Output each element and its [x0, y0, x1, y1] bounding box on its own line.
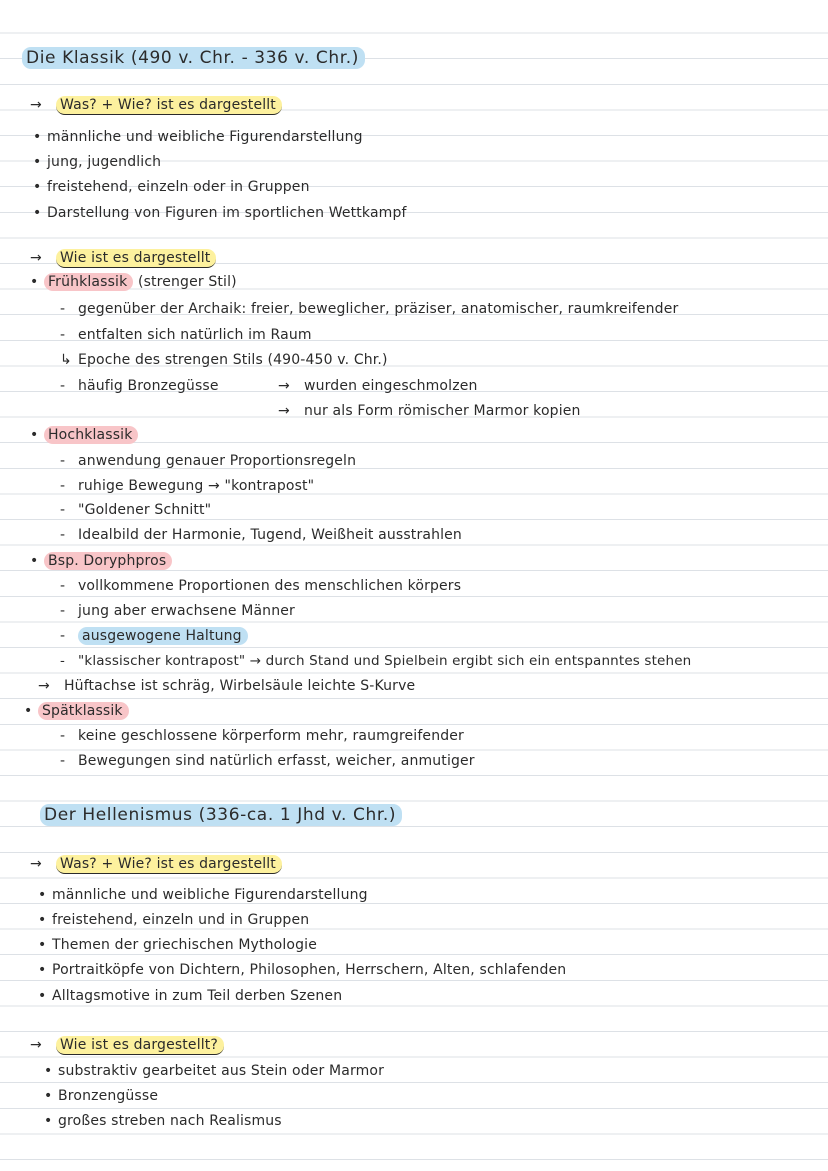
- dash-icon: -: [60, 502, 66, 518]
- dash-icon: -: [60, 628, 66, 644]
- arrow-icon: →: [30, 856, 42, 872]
- hook-arrow-icon: ↳: [60, 352, 72, 368]
- arrow-icon: →: [30, 97, 42, 113]
- subheading-spaetklassik: • Spätklassik: [24, 702, 129, 720]
- list-item: → Hüftachse ist schräg, Wirbelsäule leichte S-Kurve: [38, 678, 416, 694]
- bullet-icon: •: [38, 962, 47, 978]
- list-item: - "Goldener Schnitt": [60, 502, 212, 518]
- dash-icon: -: [60, 378, 66, 394]
- bullet-icon: •: [38, 988, 47, 1004]
- how-heading-klassik: → Wie ist es dargestellt: [30, 249, 216, 267]
- dash-icon: -: [60, 753, 66, 769]
- list-item: • freistehend, einzeln und in Gruppen: [38, 912, 310, 928]
- list-item: ↳ Epoche des strengen Stils (490-450 v. Chr.): [60, 352, 388, 368]
- arrow-icon: →: [38, 678, 50, 694]
- bullet-icon: •: [33, 205, 42, 221]
- list-item: • Bronzengüsse: [44, 1088, 159, 1104]
- bullet-icon: •: [30, 274, 39, 290]
- arrow-icon: →: [30, 1037, 42, 1053]
- section-title-hellenismus: Der Hellenismus (336-ca. 1 Jhd v. Chr.): [40, 804, 402, 826]
- list-item: - gegenüber der Archaik: freier, beweglicher, präziser, anatomischer, raumkreifender: [60, 301, 679, 317]
- arrow-icon: →: [30, 250, 42, 266]
- how-heading-hellenismus: → Wie ist es dargestellt?: [30, 1036, 224, 1054]
- list-item: - Idealbild der Harmonie, Tugend, Weißheit ausstrahlen: [60, 527, 462, 543]
- list-item: • substraktiv gearbeitet aus Stein oder Marmor: [44, 1063, 385, 1079]
- bullet-icon: •: [44, 1088, 53, 1104]
- dash-icon: -: [60, 603, 66, 619]
- list-item: - ausgewogene Haltung: [60, 627, 248, 645]
- list-item: • Alltagsmotive in zum Teil derben Szenen: [38, 988, 343, 1004]
- dash-icon: -: [60, 728, 66, 744]
- what-heading-klassik: → Was? + Wie? ist es dargestellt: [30, 96, 282, 114]
- list-item: • Darstellung von Figuren im sportlichen Wettkampf: [33, 205, 407, 221]
- list-item: - vollkommene Proportionen des menschlichen körpers: [60, 578, 462, 594]
- bullet-icon: •: [33, 129, 42, 145]
- list-item: - anwendung genauer Proportionsregeln: [60, 453, 357, 469]
- what-heading-hellenismus: → Was? + Wie? ist es dargestellt: [30, 855, 282, 873]
- list-item: • männliche und weibliche Figurendarstellung: [33, 129, 363, 145]
- dash-icon: -: [60, 327, 66, 343]
- subheading-fruehklassik: • Frühklassik (strenger Stil): [30, 274, 237, 290]
- arrow-icon: →: [278, 378, 290, 394]
- bullet-icon: •: [38, 937, 47, 953]
- bullet-icon: •: [30, 553, 39, 569]
- dash-icon: -: [60, 453, 66, 469]
- bullet-icon: •: [24, 703, 33, 719]
- dash-icon: -: [60, 578, 66, 594]
- subheading-beispiel: • Bsp. Doryphpros: [30, 552, 172, 570]
- bullet-icon: •: [33, 154, 42, 170]
- list-item: • Portraitköpfe von Dichtern, Philosophen, Herrschern, Alten, schlafenden: [38, 962, 567, 978]
- bullet-icon: •: [38, 887, 47, 903]
- bullet-icon: •: [44, 1063, 53, 1079]
- bullet-icon: •: [44, 1113, 53, 1129]
- bullet-icon: •: [33, 179, 42, 195]
- dash-icon: -: [60, 478, 66, 494]
- bullet-icon: •: [30, 427, 39, 443]
- list-item: • freistehend, einzeln oder in Gruppen: [33, 179, 310, 195]
- list-item: • jung, jugendlich: [33, 154, 162, 170]
- list-item: - "klassischer kontrapost" → durch Stand und Spielbein ergibt sich ein entspanntes stehen: [60, 653, 692, 669]
- section-title-klassik: Die Klassik (490 v. Chr. - 336 v. Chr.): [22, 47, 365, 69]
- list-item: - Bewegungen sind natürlich erfasst, weicher, anmutiger: [60, 753, 475, 769]
- list-item: • Themen der griechischen Mythologie: [38, 937, 317, 953]
- list-item: → wurden eingeschmolzen: [278, 378, 478, 394]
- list-item: • großes streben nach Realismus: [44, 1113, 282, 1129]
- dash-icon: -: [60, 527, 66, 543]
- list-item: → nur als Form römischer Marmor kopien: [278, 403, 581, 419]
- list-item: • männliche und weibliche Figurendarstellung: [38, 887, 368, 903]
- list-item: - jung aber erwachsene Männer: [60, 603, 295, 619]
- list-item: - häufig Bronzegüsse: [60, 378, 219, 394]
- subheading-hochklassik: • Hochklassik: [30, 426, 138, 444]
- dash-icon: -: [60, 301, 66, 317]
- list-item: - ruhige Bewegung → "kontrapost": [60, 478, 315, 494]
- dash-icon: -: [60, 653, 66, 669]
- arrow-icon: →: [278, 403, 290, 419]
- bullet-icon: •: [38, 912, 47, 928]
- list-item: - entfalten sich natürlich im Raum: [60, 327, 312, 343]
- list-item: - keine geschlossene körperform mehr, raumgreifender: [60, 728, 464, 744]
